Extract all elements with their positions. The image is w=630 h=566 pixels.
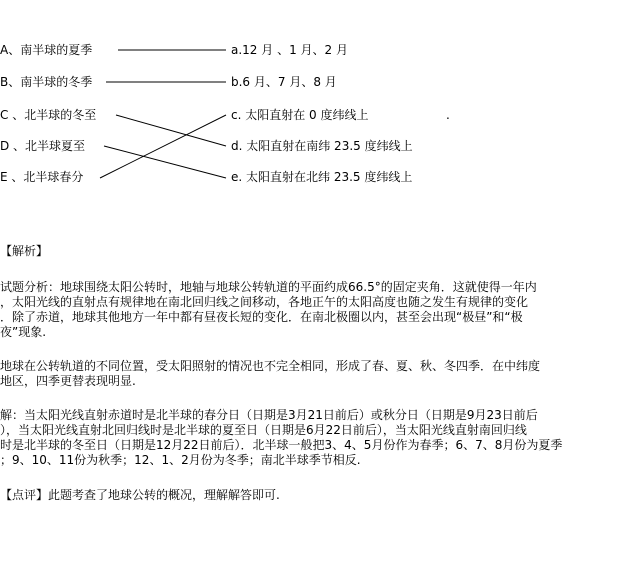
analysis-p2-line-1: 地球在公转轨道的不同位置，受太阳照射的情况也不完全相同，形成了春、夏、秋、冬四季．在中纬度 — [0, 359, 541, 373]
stray-mark: . — [446, 108, 450, 122]
analysis-p2-line-2: 地区，四季更替表现明显. — [0, 374, 136, 388]
analysis-p3-line-2: ），当太阳光线直射北回归线时是北半球的夏至日（日期是6月22日前后），当太阳光线直射南回归线 — [0, 423, 527, 437]
analysis-p1-line-1: 试题分析：地球围绕太阳公转时，地轴与地球公转轨道的平面约成66.5°的固定夹角．这就使得一年内 — [0, 280, 537, 294]
analysis-p1-line-4: 夜”现象. — [0, 325, 47, 339]
match-line-3 — [104, 146, 226, 178]
analysis-p1-line-2: ，太阳光线的直射点有规律地在南北回归线之间移动，各地正午的太阳高度也随之发生有规律的变化 — [0, 295, 529, 309]
right-item-a: a.12 月 、1 月、2 月 — [231, 43, 348, 57]
analysis-p3-line-3: 时是北半球的冬至日（日期是12月22日前后）．北半球一般把3、4、5月份作为春季；6、7、8月份为夏季 — [0, 438, 563, 452]
right-item-e: e. 太阳直射在北纬 23.5 度纬线上 — [231, 170, 413, 184]
right-item-b: b.6 月、7 月、8 月 — [231, 75, 337, 89]
left-item-c: C 、北半球的冬至 — [0, 108, 97, 122]
right-item-c: c. 太阳直射在 0 度纬线上 — [231, 108, 369, 122]
analysis-p3-line-4: ；9、10、11份为秋季；12、1、2月份为冬季；南北半球季节相反. — [0, 453, 361, 467]
match-line-2 — [116, 115, 226, 146]
left-item-d: D 、北半球夏至 — [0, 139, 86, 153]
analysis-p3-line-1: 解：当太阳光线直射赤道时是北半球的春分日（日期是3月21日前后）或秋分日（日期是9月23日前后 — [0, 408, 538, 422]
left-item-b: B、南半球的冬季 — [0, 75, 93, 89]
left-item-a: A、南半球的夏季 — [0, 43, 93, 57]
analysis-comment: 【点评】此题考查了地球公转的概况，理解解答即可. — [0, 488, 280, 502]
left-item-e: E 、北半球春分 — [0, 170, 84, 184]
analysis-heading: 【解析】 — [0, 244, 49, 258]
match-line-4 — [100, 115, 226, 178]
right-item-d: d. 太阳直射在南纬 23.5 度纬线上 — [231, 139, 413, 153]
analysis-p1-line-3: ．除了赤道，地球其他地方一年中都有昼夜长短的变化．在南北极圈以内，甚至会出现“极昼”和“极 — [0, 310, 523, 324]
